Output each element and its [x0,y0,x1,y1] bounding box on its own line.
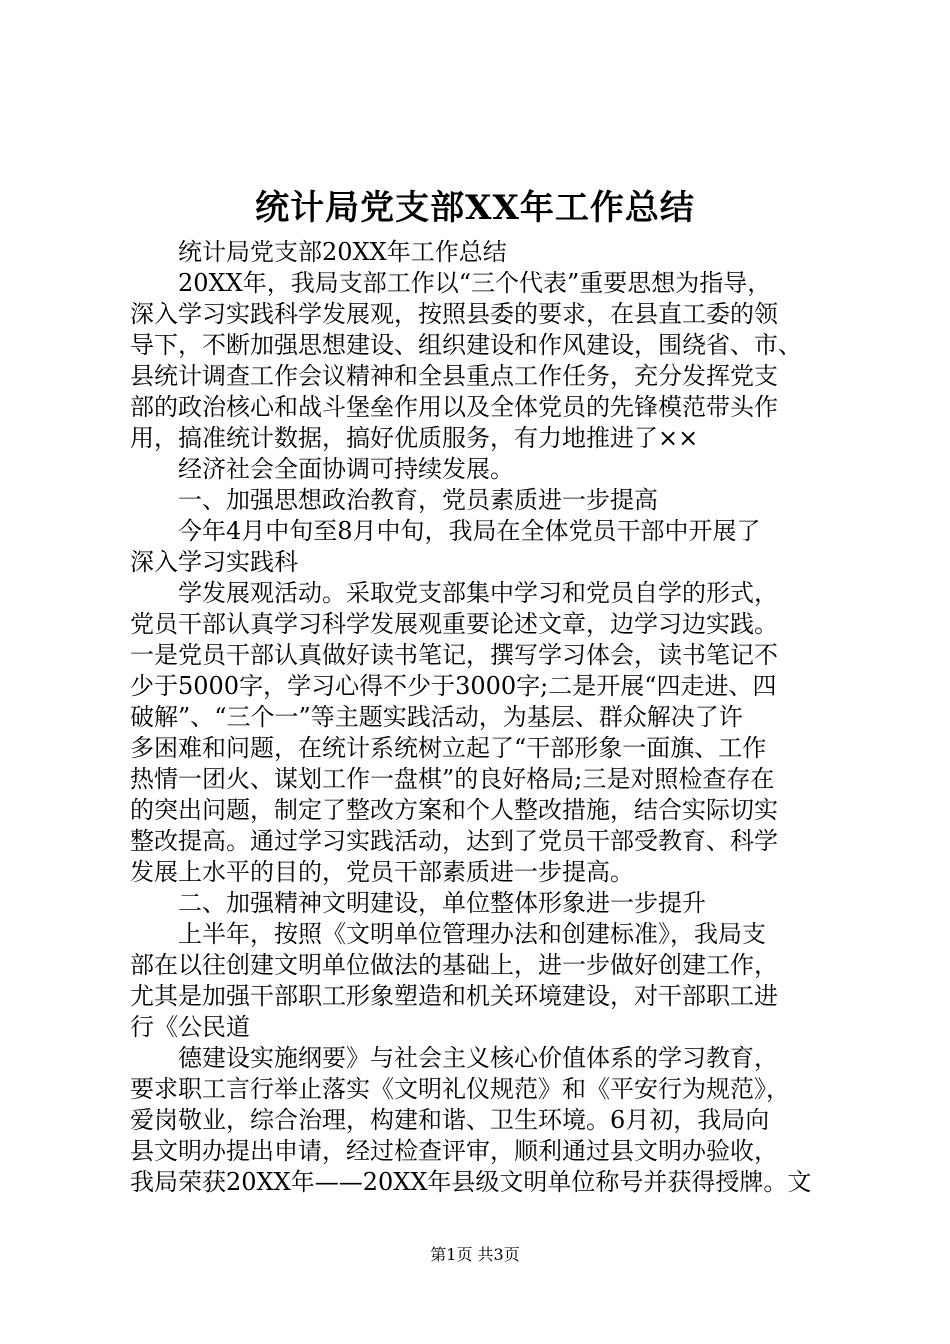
body-line: 要求职工言行举止落实《文明礼仪规范》和《平安行为规范》， [130,1075,790,1103]
page-footer: 第1页 共3页 [430,1245,520,1264]
body-line: 经济社会全面协调可持续发展。 [178,455,514,483]
body-line: 我局荣获20XX年——20XX年县级文明单位称号并获得授牌。文 [130,1168,812,1196]
body-line: 整改提高。通过学习实践活动，达到了党员干部受教育、科学 [130,827,778,855]
section-heading: 一、加强思想政治教育，党员素质进一步提高 [178,486,658,514]
body-line: 热情一团火、谋划工作一盘棋”的良好格局;三是对照检查存在 [130,765,775,793]
body-line: 的突出问题，制定了整改方案和个人整改措施，结合实际切实 [130,796,778,824]
body-line: 发展上水平的目的，党员干部素质进一步提高。 [130,858,634,886]
body-line: 多困难和问题，在统计系统树立起了“干部形象一面旗、工作 [130,734,767,762]
body-line: 尤其是加强干部职工形象塑造和机关环境建设，对干部职工进 [130,982,778,1010]
document-title: 统计局党支部XX年工作总结 [255,188,695,228]
body-line: 学发展观活动。采取党支部集中学习和党员自学的形式， [178,579,778,607]
body-line: 深入学习实践科 [130,548,298,576]
body-line: 爱岗敬业，综合治理，构建和谐、卫生环境。6月初，我局向 [130,1106,770,1134]
section-heading: 二、加强精神文明建设，单位整体形象进一步提升 [178,889,706,917]
body-line: 县文明办提出申请，经过检查评审，顺利通过县文明办验收， [130,1137,778,1165]
body-line: 上半年，按照《文明单位管理办法和创建标准》，我局支 [178,920,766,948]
body-line: 行《公民道 [130,1013,250,1041]
body-line: 党员干部认真学习科学发展观重要论述文章，边学习边实践。 [130,610,778,638]
body-line: 深入学习实践科学发展观，按照县委的要求，在县直工委的领 [130,300,778,328]
body-line: 今年4月中旬至8月中旬，我局在全体党员干部中开展了 [178,517,761,545]
body-line: 破解”、“三个一”等主题实践活动，为基层、群众解决了许 [130,703,743,731]
body-line: 部在以往创建文明单位做法的基础上，进一步做好创建工作， [130,951,778,979]
body-line: 一是党员干部认真做好读书笔记，撰写学习体会，读书笔记不 [130,641,778,669]
body-line: 20XX年，我局支部工作以“三个代表”重要思想为指导， [178,269,772,297]
body-line: 少于5000字，学习心得不少于3000字;二是开展“四走进、四 [130,672,777,700]
body-line: 县统计调查工作会议精神和全县重点工作任务，充分发挥党支 [130,362,778,390]
body-line: 德建设实施纲要》与社会主义核心价值体系的学习教育， [178,1044,778,1072]
body-line: 统计局党支部20XX年工作总结 [178,238,507,266]
body-line: 部的政治核心和战斗堡垒作用以及全体党员的先锋模范带头作 [130,393,778,421]
body-line: 导下，不断加强思想建设、组织建设和作风建设，围绕省、市、 [130,331,802,359]
body-line: 用，搞准统计数据，搞好优质服务，有力地推进了×× [130,424,699,452]
